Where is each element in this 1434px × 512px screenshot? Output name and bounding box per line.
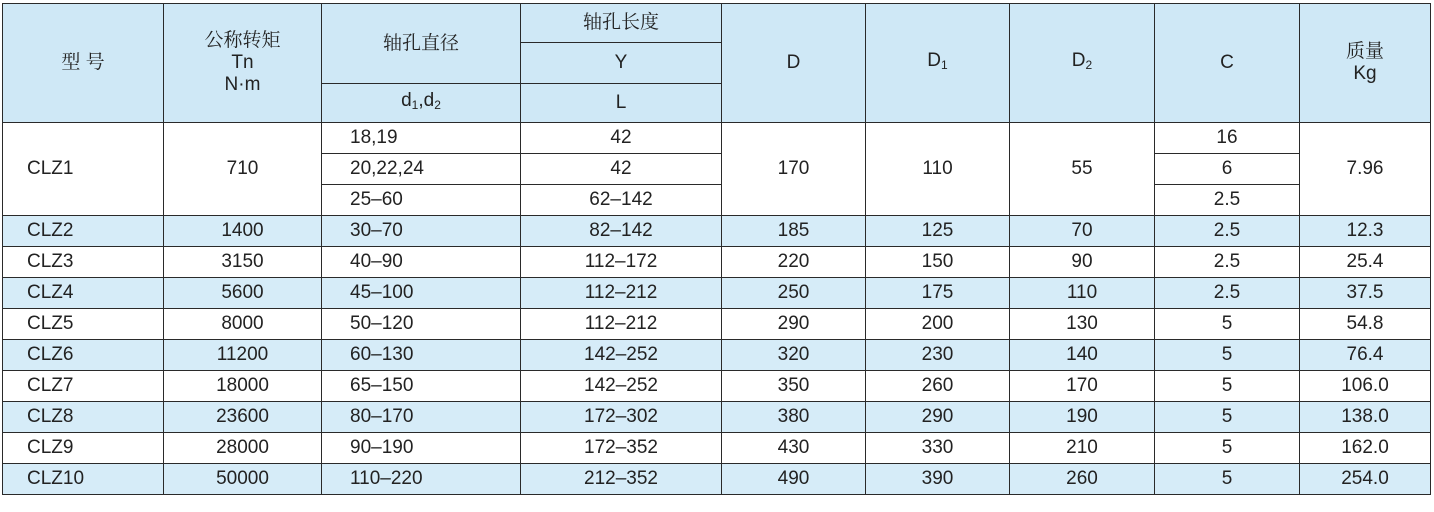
table-row [3,371,1431,402]
cell-C: 2.5 [1155,278,1300,309]
cell-torque: 3150 [164,247,322,278]
header-D1-symbol: D [927,50,942,71]
cell-model: CLZ8 [3,402,164,433]
header-torque [164,4,322,123]
header-D2 [1010,4,1155,123]
header-bore-length-y: Y [521,43,722,84]
table-row [3,340,1431,371]
cell-D1: 200 [866,309,1010,340]
header-D1-subscript: 1 [941,58,948,72]
cell-D2: 260 [1010,464,1155,495]
cell-model: CLZ2 [3,216,164,247]
cell-model: CLZ9 [3,433,164,464]
cell-C: 5 [1155,371,1300,402]
table-row [3,464,1431,495]
cell-mass: 37.5 [1300,278,1431,309]
cell-bore: 60–130 [322,340,521,371]
cell-length: 172–302 [521,402,722,433]
cell-bore: 65–150 [322,371,521,402]
cell-torque: 23600 [164,402,322,433]
cell-D2: 70 [1010,216,1155,247]
cell-mass: 76.4 [1300,340,1431,371]
header-bore-diameter: 轴孔直径 [322,4,521,84]
cell-mass: 162.0 [1300,433,1431,464]
cell-D2: 140 [1010,340,1155,371]
header-row-1 [3,4,1431,43]
cell-model: CLZ5 [3,309,164,340]
cell-bore: 50–120 [322,309,521,340]
cell-D: 220 [722,247,866,278]
cell-D2: 55 [1010,123,1155,216]
cell-bore: 45–100 [322,278,521,309]
cell-torque: 50000 [164,464,322,495]
header-C: C [1155,4,1300,123]
header-torque-line1: 公称转矩 [204,30,281,51]
header-D2-subscript: 2 [1085,58,1093,72]
cell-D1: 230 [866,340,1010,371]
cell-model: CLZ10 [3,464,164,495]
cell-D2: 130 [1010,309,1155,340]
cell-C: 5 [1155,340,1300,371]
cell-D1: 260 [866,371,1010,402]
cell-length: 112–212 [521,278,722,309]
cell-length: 42 [521,123,722,154]
cell-length: 172–352 [521,433,722,464]
cell-length: 112–212 [521,309,722,340]
table-row [3,433,1431,464]
cell-D2: 190 [1010,402,1155,433]
cell-mass: 138.0 [1300,402,1431,433]
cell-bore: 90–190 [322,433,521,464]
cell-D2: 90 [1010,247,1155,278]
cell-bore: 80–170 [322,402,521,433]
header-mass-line2: Kg [1353,63,1377,84]
cell-mass: 106.0 [1300,371,1431,402]
cell-torque: 5600 [164,278,322,309]
cell-D2: 210 [1010,433,1155,464]
cell-D: 185 [722,216,866,247]
cell-torque: 710 [164,123,322,216]
table-header [3,4,1431,123]
cell-torque: 8000 [164,309,322,340]
cell-D: 430 [722,433,866,464]
cell-mass: 12.3 [1300,216,1431,247]
cell-mass: 54.8 [1300,309,1431,340]
table-row [3,216,1431,247]
cell-bore: 20,22,24 [322,154,521,185]
table-row [3,278,1431,309]
header-D2-symbol: D [1071,50,1086,71]
cell-D2: 170 [1010,371,1155,402]
cell-C: 6 [1155,154,1300,185]
cell-torque: 11200 [164,340,322,371]
cell-D1: 290 [866,402,1010,433]
cell-length: 142–252 [521,371,722,402]
cell-model: CLZ6 [3,340,164,371]
cell-C: 2.5 [1155,216,1300,247]
cell-length: 82–142 [521,216,722,247]
cell-C: 5 [1155,433,1300,464]
cell-length: 62–142 [521,185,722,216]
cell-D1: 125 [866,216,1010,247]
cell-D: 290 [722,309,866,340]
cell-mass: 254.0 [1300,464,1431,495]
header-mass [1300,4,1431,123]
header-model: 型 号 [3,4,164,123]
cell-D1: 150 [866,247,1010,278]
cell-D: 170 [722,123,866,216]
cell-bore: 40–90 [322,247,521,278]
cell-D1: 330 [866,433,1010,464]
cell-C: 5 [1155,464,1300,495]
cell-model: CLZ1 [3,123,164,216]
header-mass-line1: 质量 [1345,41,1384,62]
cell-torque: 28000 [164,433,322,464]
table-body [3,123,1431,216]
cell-D: 350 [722,371,866,402]
header-bore-diameter-symbol: $d_1,d_2$ [322,84,521,123]
cell-bore: 18,19 [322,123,521,154]
table-row [3,123,1431,154]
cell-length: 42 [521,154,722,185]
cell-D: 490 [722,464,866,495]
cell-C: 5 [1155,402,1300,433]
cell-bore: 25–60 [322,185,521,216]
cell-bore: 30–70 [322,216,521,247]
cell-D1: 175 [866,278,1010,309]
cell-model: CLZ4 [3,278,164,309]
coupling-spec-table [2,3,1431,495]
cell-D: 380 [722,402,866,433]
cell-mass: 7.96 [1300,123,1431,216]
cell-C: 16 [1155,123,1300,154]
cell-bore: 110–220 [322,464,521,495]
cell-D: 320 [722,340,866,371]
cell-model: CLZ7 [3,371,164,402]
table-row [3,402,1431,433]
table-body-rows [3,216,1431,495]
cell-torque: 1400 [164,216,322,247]
cell-length: 142–252 [521,340,722,371]
cell-C: 5 [1155,309,1300,340]
cell-torque: 18000 [164,371,322,402]
header-D: D [722,4,866,123]
cell-length: 212–352 [521,464,722,495]
cell-D2: 110 [1010,278,1155,309]
cell-D: 250 [722,278,866,309]
cell-D1: 110 [866,123,1010,216]
header-bore-length: 轴孔长度 [521,4,722,43]
header-torque-line2: Tn [231,52,254,73]
header-bore-length-l: L [521,84,722,123]
cell-model: CLZ3 [3,247,164,278]
cell-length: 112–172 [521,247,722,278]
table-row [3,309,1431,340]
cell-D1: 390 [866,464,1010,495]
header-D1 [866,4,1010,123]
cell-mass: 25.4 [1300,247,1431,278]
table-row [3,247,1431,278]
cell-C: 2.5 [1155,247,1300,278]
header-torque-line3: N·m [224,74,261,95]
cell-C: 2.5 [1155,185,1300,216]
